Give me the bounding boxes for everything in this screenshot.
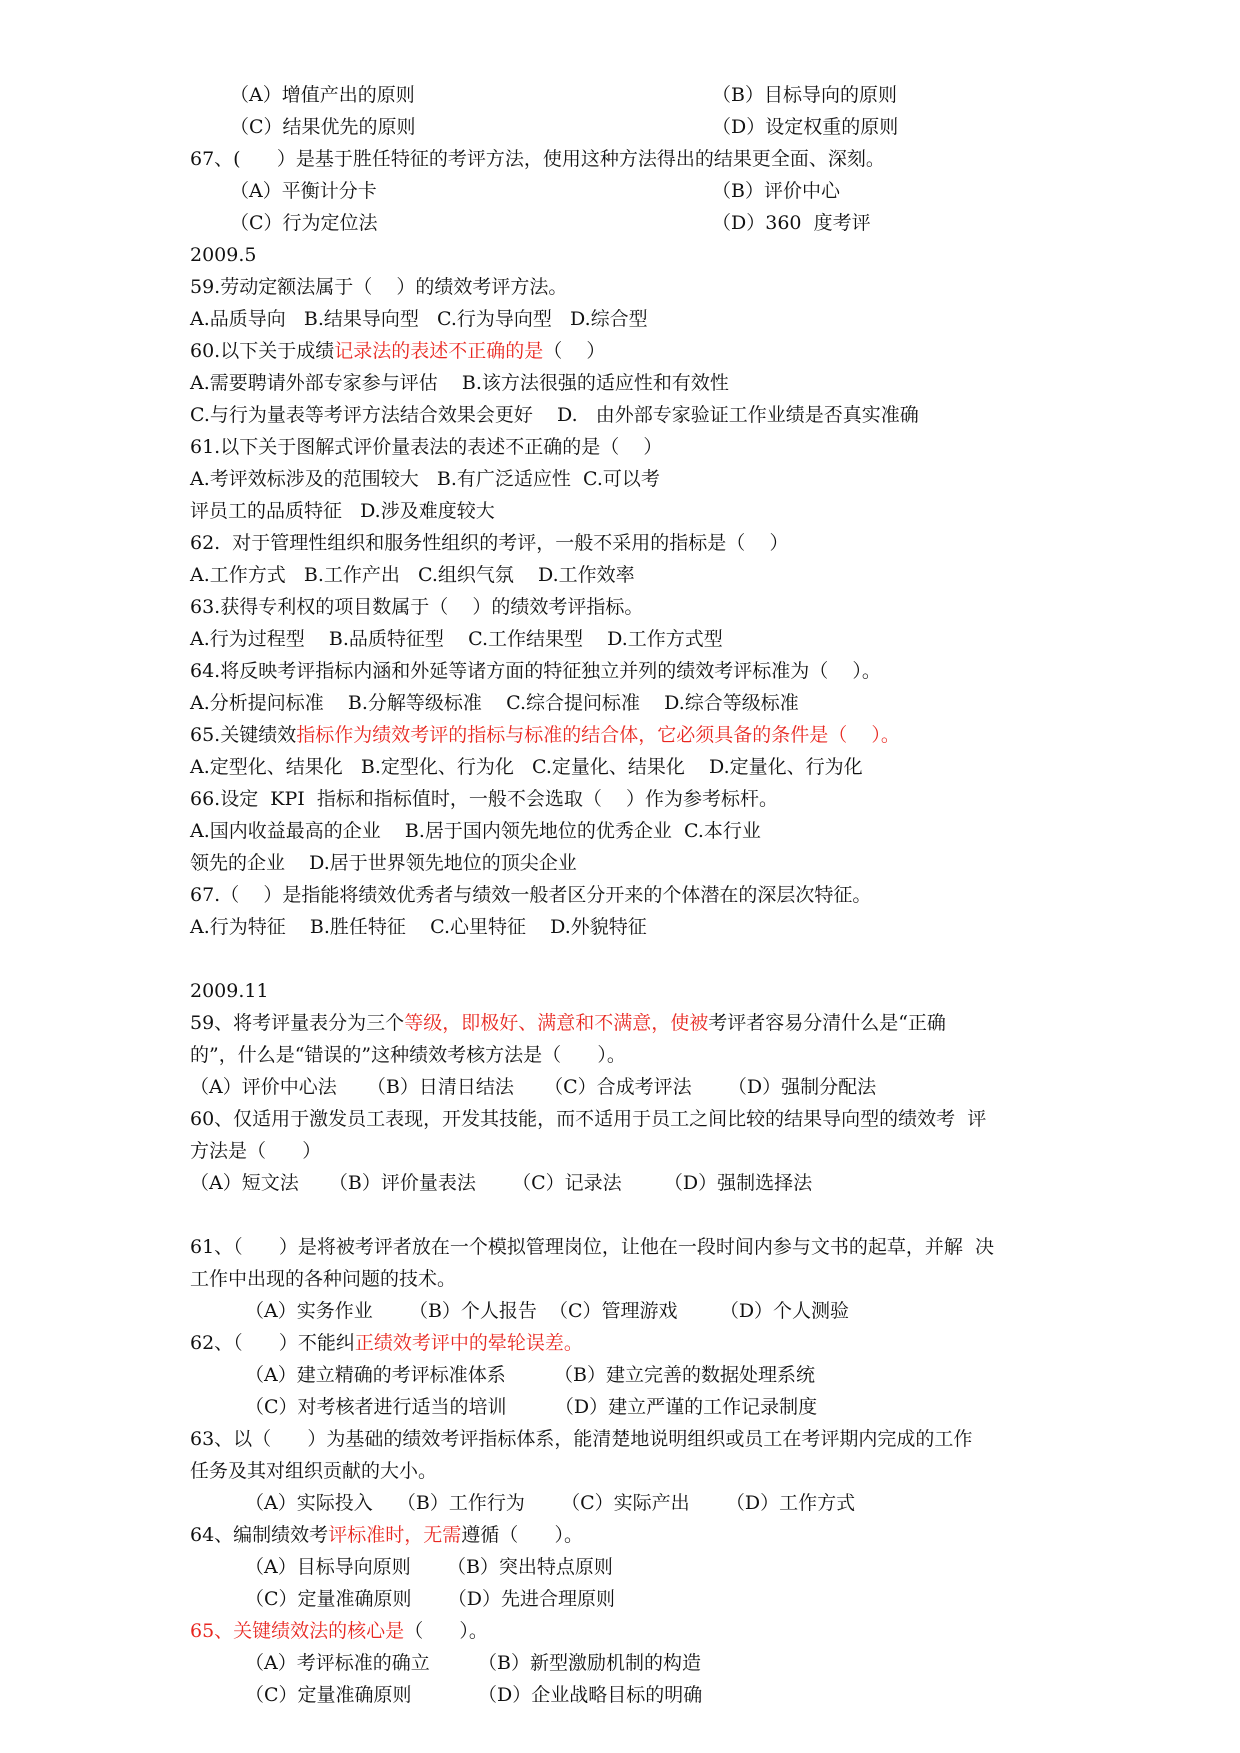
- text-line: [712, 210, 871, 236]
- text-segment: （A）考评标准的确立 （B）新型激励机制的构造: [245, 1652, 702, 1674]
- text-line: [190, 146, 885, 172]
- highlighted-text: 评标准时，无需: [328, 1524, 462, 1546]
- text-line: [190, 370, 729, 396]
- text-segment: （C）定量准确原则 （D）先进合理原则: [245, 1588, 616, 1610]
- text-segment: 领先的企业 D.居于世界领先地位的顶尖企业: [190, 852, 577, 874]
- text-segment: A.行为过程型 B.品质特征型 C.工作结果型 D.工作方式型: [190, 628, 723, 650]
- text-line: [190, 1234, 994, 1260]
- text-segment: （A）评价中心法 （B）日清日结法 （C）合成考评法 （D）强制分配法: [190, 1076, 877, 1098]
- text-segment: A.品质导向 B.结果导向型 C.行为导向型 D.综合型: [190, 308, 648, 330]
- highlighted-text: 正绩效考评中的晕轮误差。: [354, 1332, 583, 1354]
- text-line: [190, 1074, 876, 1100]
- text-segment: 考评者容易分清什么是“正确: [708, 1012, 946, 1034]
- text-segment: 63、以（ ）为基础的绩效考评指标体系，能清楚地说明组织或员工在考评期内完成的工作: [190, 1428, 973, 1450]
- text-line: [712, 114, 898, 140]
- text-line: [230, 114, 416, 140]
- text-segment: A.行为特征 B.胜任特征 C.心里特征 D.外貌特征: [190, 916, 647, 938]
- text-segment: （ ）。: [404, 1620, 488, 1642]
- text-line: [190, 1522, 583, 1548]
- text-line: [190, 626, 723, 652]
- text-segment: 65.关键绩效: [190, 724, 297, 746]
- text-line: [190, 402, 919, 428]
- text-segment: 62、（ ）不能纠: [190, 1332, 355, 1354]
- text-line: [190, 1138, 321, 1164]
- text-line: [190, 306, 648, 332]
- text-segment: A.国内收益最高的企业 B.居于国内领先地位的优秀企业 C.本行业: [190, 820, 761, 842]
- text-segment: C.与行为量表等考评方法结合效果会更好 D. 由外部专家验证工作业绩是否真实准确: [190, 404, 919, 426]
- text-segment: A.定型化、结果化 B.定型化、行为化 C.定量化、结果化 D.定量化、行为化: [190, 756, 863, 778]
- text-line: [190, 1010, 946, 1036]
- text-line: [190, 1458, 437, 1484]
- text-line: [245, 1682, 702, 1708]
- text-segment: （C）对考核者进行适当的培训 （D）建立严谨的工作记录制度: [245, 1396, 818, 1418]
- text-segment: （C）定量准确原则 （D）企业战略目标的明确: [245, 1684, 703, 1706]
- text-line: [190, 1106, 986, 1132]
- text-line: [190, 530, 788, 556]
- highlighted-text: 65、关键绩效法的核心是: [190, 1620, 405, 1642]
- text-line: [190, 1330, 583, 1356]
- text-segment: 方法是（ ）: [190, 1140, 322, 1162]
- text-segment: （A）增值产出的原则: [230, 84, 415, 106]
- text-line: [190, 1266, 456, 1292]
- text-line: [190, 338, 605, 364]
- text-line: [712, 82, 897, 108]
- text-segment: （B）目标导向的原则: [712, 84, 897, 106]
- text-segment: （D）360 度考评: [712, 212, 871, 234]
- text-line: [190, 498, 495, 524]
- text-segment: 60、仅适用于激发员工表现，开发其技能，而不适用于员工之间比较的结果导向型的绩效考 评: [190, 1108, 987, 1130]
- text-segment: 61.以下关于图解式评价量表法的表述不正确的是（ ）: [190, 436, 663, 458]
- text-segment: 的”，什么是“错误的”这种绩效考核方法是（ ）。: [190, 1044, 626, 1066]
- text-segment: （C）行为定位法: [230, 212, 378, 234]
- text-segment: A.考评效标涉及的范围较大 B.有广泛适应性 C.可以考: [190, 468, 660, 490]
- text-line: [190, 786, 778, 812]
- text-line: [190, 1042, 626, 1068]
- text-segment: A.需要聘请外部专家参与评估 B.该方法很强的适应性和有效性: [190, 372, 729, 394]
- text-line: [245, 1586, 615, 1612]
- text-segment: （ ）: [543, 340, 606, 362]
- text-line: [245, 1490, 855, 1516]
- text-segment: （D）设定权重的原则: [712, 116, 899, 138]
- text-segment: （A）实际投入 （B）工作行为 （C）实际产出 （D）工作方式: [245, 1492, 856, 1514]
- text-line: [190, 690, 799, 716]
- highlighted-text: 指标作为绩效考评的指标与标准的结合体，它必须具备的条件是（ ）。: [296, 724, 900, 746]
- text-segment: 60.以下关于成绩: [190, 340, 335, 362]
- text-segment: （A）建立精确的考评标准体系 （B）建立完善的数据处理系统: [245, 1364, 816, 1386]
- text-segment: 工作中出现的各种问题的技术。: [190, 1268, 457, 1290]
- text-line: [190, 1170, 812, 1196]
- highlighted-text: 记录法的表述不正确的是: [334, 340, 544, 362]
- text-line: [190, 818, 761, 844]
- text-segment: （A）目标导向原则 （B）突出特点原则: [245, 1556, 613, 1578]
- text-line: [190, 242, 256, 268]
- text-line: [230, 210, 378, 236]
- text-segment: 64、编制绩效考: [190, 1524, 329, 1546]
- text-line: [190, 722, 900, 748]
- text-line: [245, 1650, 701, 1676]
- text-line: [245, 1394, 817, 1420]
- text-line: [190, 434, 662, 460]
- text-segment: 评员工的品质特征 D.涉及难度较大: [190, 500, 495, 522]
- text-segment: 59、将考评量表分为三个: [190, 1012, 405, 1034]
- text-segment: 61、（ ）是将被考评者放在一个模拟管理岗位，让他在一段时间内参与文书的起草，并解 决: [190, 1236, 994, 1258]
- text-segment: 59.劳动定额法属于（ ）的绩效考评方法。: [190, 276, 568, 298]
- text-segment: 任务及其对组织贡献的大小。: [190, 1460, 438, 1482]
- text-line: [245, 1362, 815, 1388]
- text-segment: 66.设定 KPI 指标和指标值时，一般不会选取（ ）作为参考标杆。: [190, 788, 779, 810]
- text-line: [190, 658, 881, 684]
- text-line: [190, 978, 269, 1004]
- highlighted-text: 等级，即极好、满意和不满意，使被: [404, 1012, 709, 1034]
- text-line: [190, 466, 660, 492]
- text-line: [245, 1298, 849, 1324]
- text-segment: 67、( ）是基于胜任特征的考评方法，使用这种方法得出的结果更全面、深刻。: [190, 148, 885, 170]
- text-line: [230, 82, 415, 108]
- text-line: [190, 914, 647, 940]
- text-segment: 63.获得专利权的项目数属于（ ）的绩效考评指标。: [190, 596, 644, 618]
- text-segment: （A）短文法 （B）评价量表法 （C）记录法 （D）强制选择法: [190, 1172, 813, 1194]
- text-segment: 2009.5: [190, 244, 257, 266]
- text-segment: 遵循（ ）。: [461, 1524, 583, 1546]
- text-segment: A.工作方式 B.工作产出 C.组织气氛 D.工作效率: [190, 564, 635, 586]
- text-line: [712, 178, 840, 204]
- text-segment: 62. 对于管理性组织和服务性组织的考评，一般不采用的指标是（ ）: [190, 532, 789, 554]
- text-line: [190, 274, 567, 300]
- text-line: [230, 178, 377, 204]
- text-line: [190, 594, 643, 620]
- text-segment: 64.将反映考评指标内涵和外延等诸方面的特征独立并列的绩效考评标准为（ ）。: [190, 660, 881, 682]
- text-line: [190, 1618, 488, 1644]
- text-segment: （C）结果优先的原则: [230, 116, 416, 138]
- text-line: [190, 754, 863, 780]
- text-segment: 2009.11: [190, 980, 269, 1002]
- text-line: [190, 1426, 972, 1452]
- text-segment: （A）实务作业 （B）个人报告 （C）管理游戏 （D）个人测验: [245, 1300, 850, 1322]
- text-line: [190, 850, 577, 876]
- text-line: [190, 562, 635, 588]
- text-line: [190, 882, 871, 908]
- text-segment: （B）评价中心: [712, 180, 840, 202]
- text-segment: A.分析提问标准 B.分解等级标准 C.综合提问标准 D.综合等级标准: [190, 692, 799, 714]
- text-segment: （A）平衡计分卡: [230, 180, 377, 202]
- text-segment: 67.（ ）是指能将绩效优秀者与绩效一般者区分开来的个体潜在的深层次特征。: [190, 884, 872, 906]
- text-line: [245, 1554, 613, 1580]
